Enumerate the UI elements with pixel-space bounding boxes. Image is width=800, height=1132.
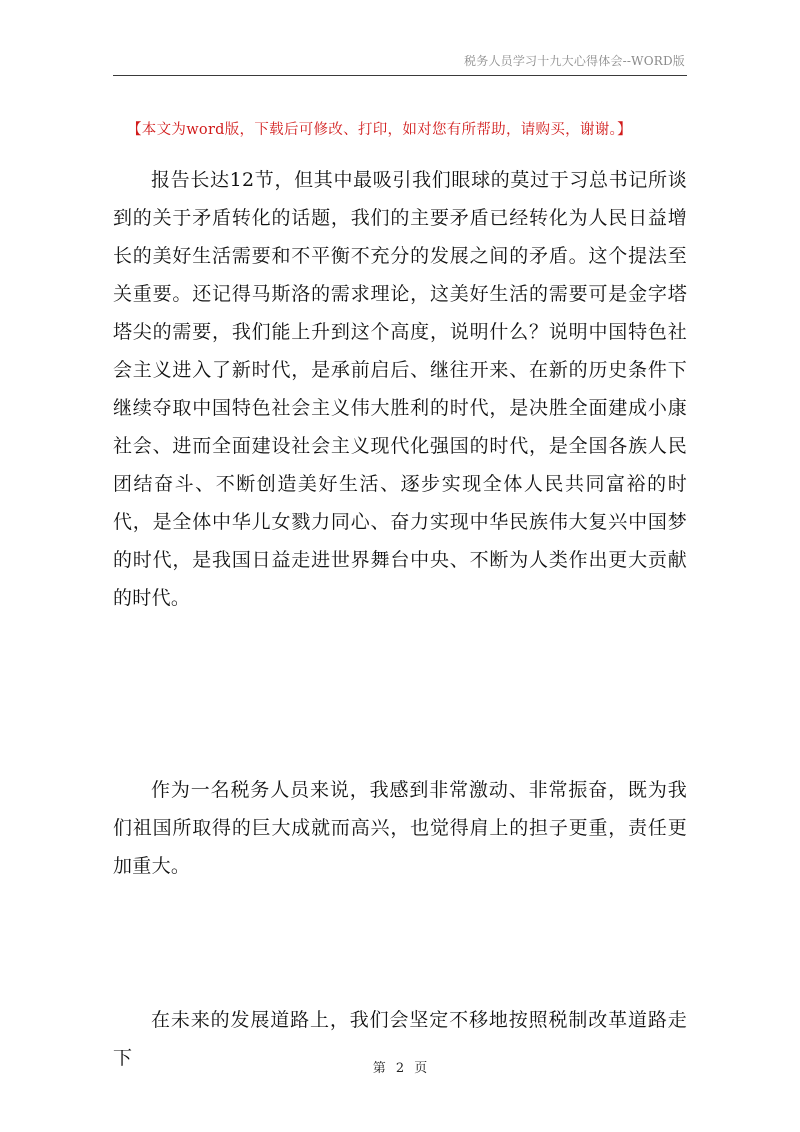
page-number: 2 — [395, 1061, 405, 1076]
header-divider — [113, 75, 687, 76]
download-notice: 【本文为word版，下载后可修改、打印，如对您有所帮助，请购买，谢谢。】 — [127, 122, 632, 138]
body-paragraph-2: 作为一名税务人员来说，我感到非常激动、非常振奋，既为我们祖国所取得的巨大成就而高兴，也觉得肩上的担子更重，责任更加重大。 — [113, 779, 687, 877]
footer-prefix: 第 — [372, 1061, 386, 1076]
body-paragraph-1: 报告长达12节，但其中最吸引我们眼球的莫过于习总书记所谈到的关于矛盾转化的话题，我们的主要矛盾已经转化为人民日益增长的美好生活需要和不平衡不充分的发展之间的矛盾。这个提法至关重要。还记得马斯洛的需求理论，这美好生活的需要可是金字塔塔尖的需要，我们能上升到这个高度，说明什么？说明中国特色社会主义进入了新时代，是承前启后、继往开来、在新的历史条件下继续夺取中国特色社会主义伟大胜利的时代，是决胜全面建成小康社会、进而全面建设社会主义现代化强国的时代，是全国各族人民团结奋斗、不断创造美好生活、逐步实现全体人民共同富裕的时代，是全体中华儿女戮力同心、奋力实现中华民族伟大复兴中国梦的时代，是我国日益走进世界舞台中央、不断为人类作出更大贡献的时代。 — [113, 169, 687, 609]
footer-suffix: 页 — [414, 1061, 428, 1076]
page-footer — [0, 1057, 800, 1076]
header-title: 税务人员学习十九大心得体会--WORD版 — [464, 54, 685, 68]
body-paragraph-3: 在未来的发展道路上，我们会坚定不移地按照税制改革道路走下 — [113, 1009, 687, 1069]
